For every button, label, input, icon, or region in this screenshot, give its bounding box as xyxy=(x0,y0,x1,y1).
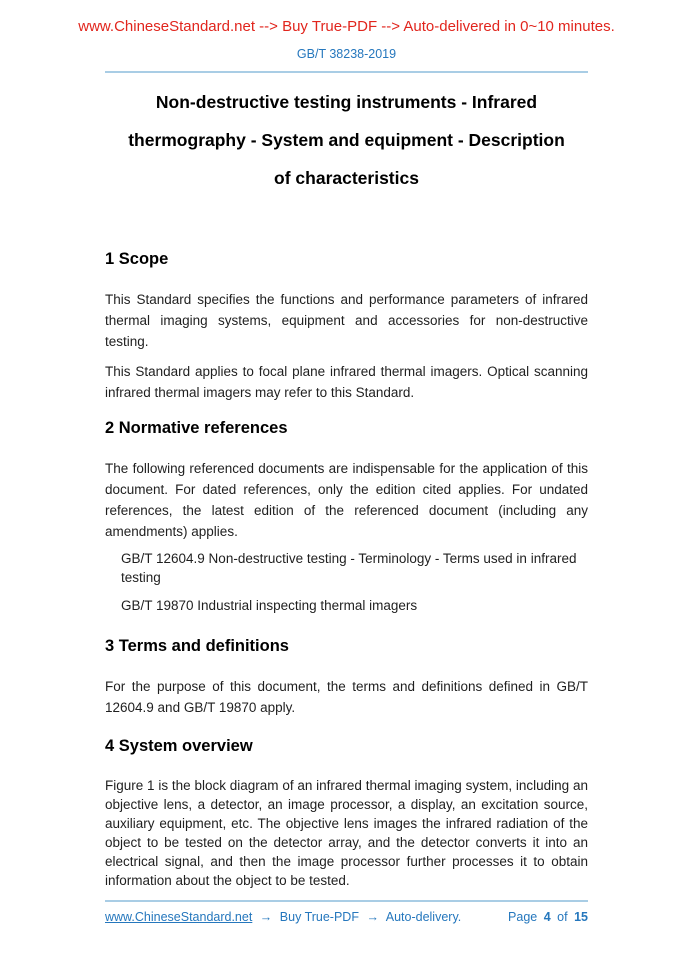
promo-banner: www.ChineseStandard.net --> Buy True-PDF --> Auto-delivered in 0~10 minutes. xyxy=(78,18,615,35)
header-rule xyxy=(105,71,588,73)
document-title-line-1: Non-destructive testing instruments - Infrared xyxy=(155,92,538,112)
system-overview-paragraph: Figure 1 is the block diagram of an infrared thermal imaging system, including an objective lens, a detector, an image processor, a display, an excitation source, auxiliary equipment, etc. The objective lens images the infrared radiation of the object to be tested on the detector array, and the detector converts it into an electrical signal, and then the image processor further processes it to obtain information about the object to be tested. xyxy=(105,778,588,888)
section-heading-scope: 1 Scope xyxy=(105,250,169,268)
footer-delivery-text: Auto-delivery. xyxy=(385,910,462,924)
page-current: 4 xyxy=(543,910,551,924)
scope-paragraph-1: This Standard specifies the functions and performance parameters of infrared thermal imaging systems, equipment and accessories for non-destructive testing. xyxy=(105,292,588,349)
section-heading-system-overview: 4 System overview xyxy=(105,737,253,755)
of-label: of xyxy=(557,910,568,924)
reference-entry: GB/T 12604.9 Non-destructive testing - Terminology - Terms used in infrared testing xyxy=(121,551,577,585)
normative-references-paragraph: The following referenced documents are indispensable for the application of this document. For dated references, only the edition cited applies. For undated references, the latest edition of the referenced document (including any amendments) applies. xyxy=(105,461,588,539)
page-footer xyxy=(105,909,588,925)
footer-rule xyxy=(105,900,588,902)
footer-site-link[interactable]: www.ChineseStandard.net xyxy=(105,910,253,924)
section-heading-normative-references: 2 Normative references xyxy=(105,419,288,437)
page-label: Page xyxy=(508,910,538,924)
document-body xyxy=(105,71,588,925)
footer-buy-text: Buy True-PDF xyxy=(279,910,359,924)
arrow-icon: → xyxy=(366,910,379,924)
document-title xyxy=(105,83,588,197)
standard-code: GB/T 38238-2019 xyxy=(296,47,397,61)
terms-definitions-paragraph: For the purpose of this document, the terms and definitions defined in GB/T 12604.9 and GB/T 19870 apply. xyxy=(105,679,588,715)
page-total: 15 xyxy=(574,910,588,924)
document-title-line-3: of characteristics xyxy=(274,168,419,188)
section-heading-terms-definitions: 3 Terms and definitions xyxy=(105,637,289,655)
page-indicator xyxy=(505,909,588,925)
footer-links xyxy=(105,909,465,925)
arrow-icon: → xyxy=(259,910,273,924)
document-title-line-2: thermography - System and equipment - Description xyxy=(128,130,565,150)
scope-paragraph-2: This Standard applies to focal plane infrared thermal imagers. Optical scanning infrared thermal imagers may refer to this Standard. xyxy=(105,364,588,400)
reference-entry: GB/T 19870 Industrial inspecting thermal imagers xyxy=(121,598,418,613)
